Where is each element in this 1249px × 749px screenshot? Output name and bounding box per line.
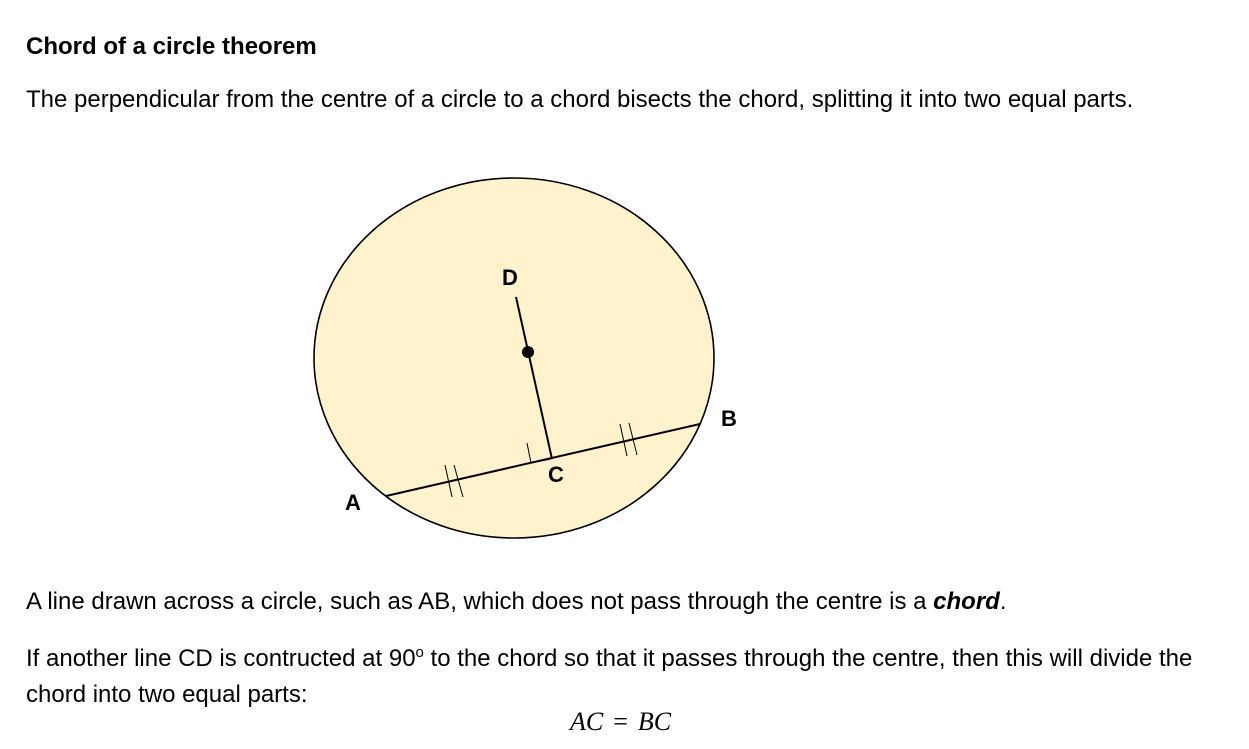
explanation-text: If another line CD is contructed at 90 (26, 645, 416, 672)
definition-paragraph (26, 584, 1226, 620)
equation-sign: = (613, 707, 628, 736)
intro-paragraph: The perpendicular from the centre of a circle to a chord bisects the chord, splitting it into two equal parts. (26, 86, 1134, 113)
equation-ac-equals-bc (570, 707, 671, 737)
theorem-heading: Chord of a circle theorem (26, 33, 317, 60)
equation-left: AC (570, 707, 604, 736)
label-b: B (721, 406, 737, 431)
degree-symbol: o (415, 644, 424, 661)
equation-right: BC (637, 707, 672, 736)
circle (314, 178, 714, 538)
explanation-paragraph (26, 635, 1226, 713)
label-a: A (345, 490, 361, 515)
definition-end: . (999, 588, 1007, 615)
chord-term: chord (933, 588, 1000, 615)
centre-point (522, 346, 534, 358)
label-c: C (548, 462, 564, 487)
label-d: D (502, 265, 518, 290)
explanation-end: to the chord so that it passes through the centre, then this will divide the chord into two equal parts: (26, 645, 1193, 708)
definition-text: A line drawn across a circle, such as AB, which does not pass through the centre is a (26, 588, 934, 615)
